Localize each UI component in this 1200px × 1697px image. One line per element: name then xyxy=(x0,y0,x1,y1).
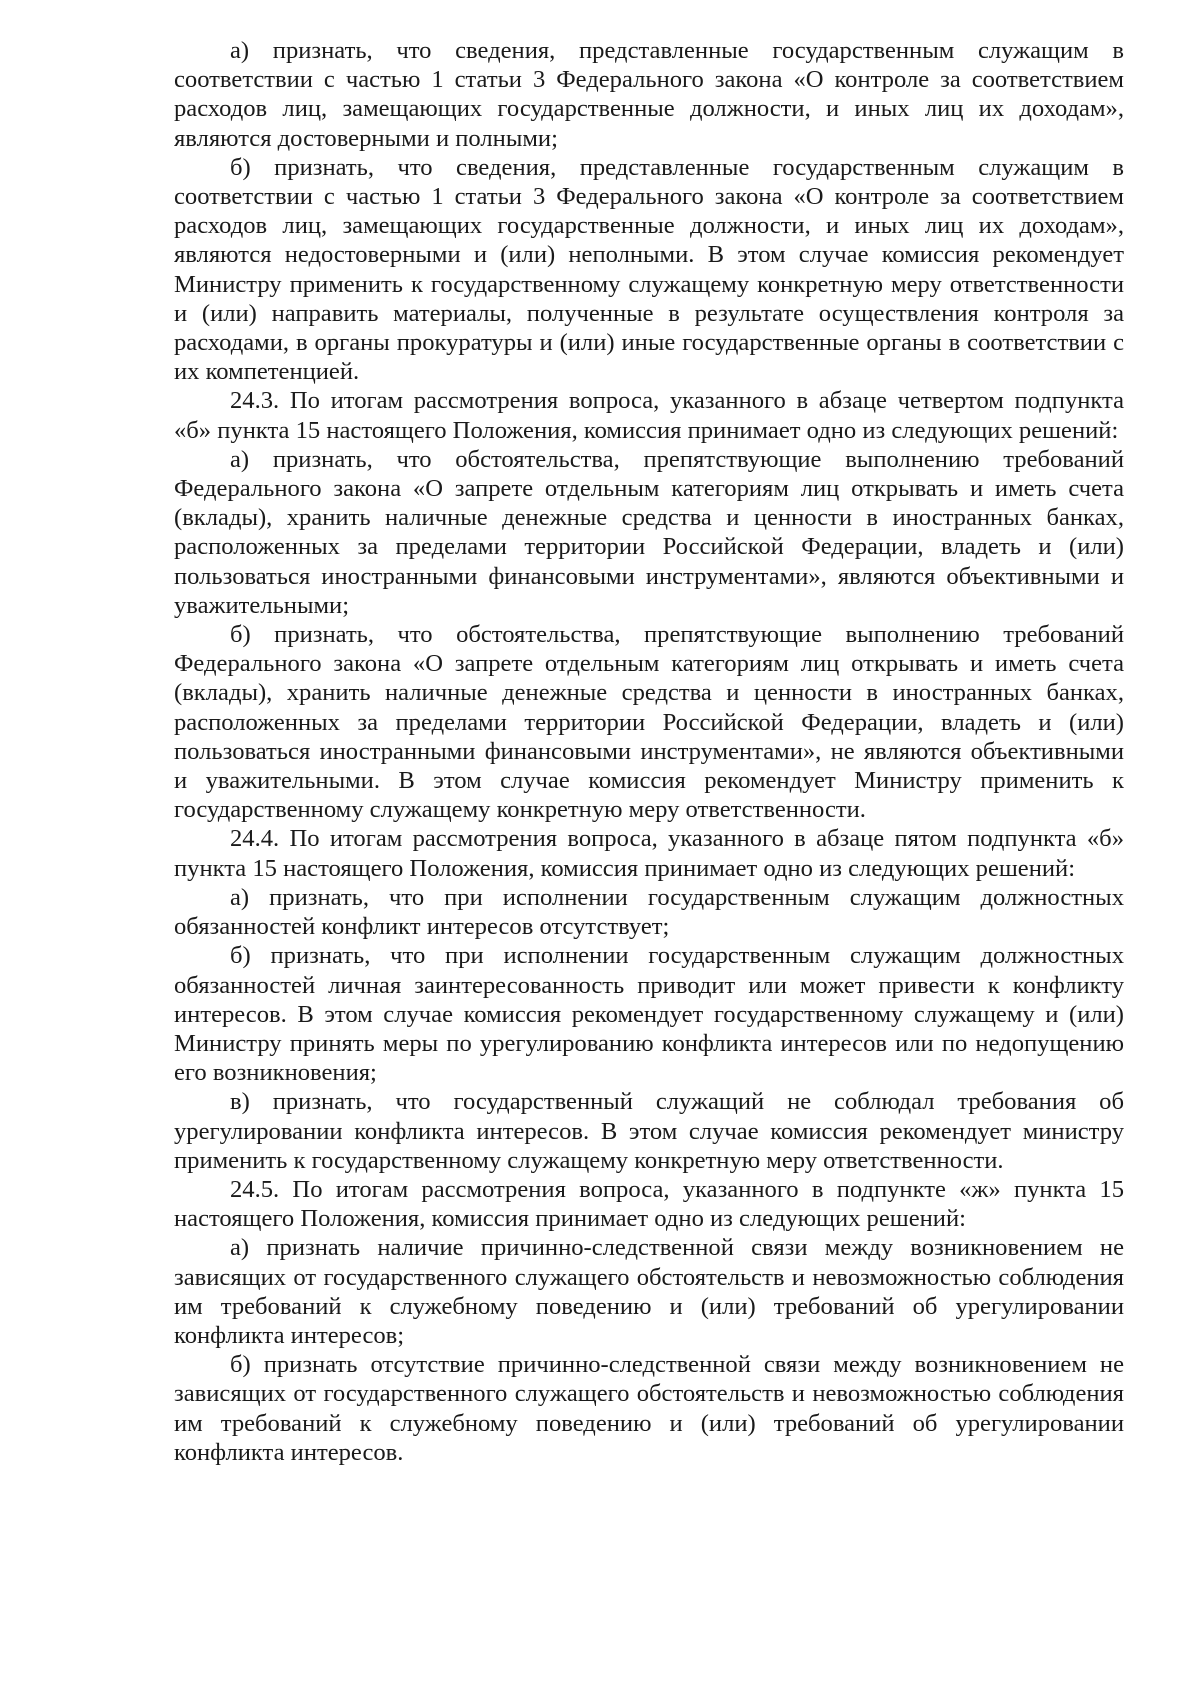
document-page xyxy=(174,36,1124,1467)
paragraph-24-2-b: б) признать, что сведения, представленные государственным служащим в соответствии с частью 1 статьи 3 Федерального закона «О контроле за соответствием расходов лиц, замещающих государственные должности, и иных лиц их доходам», являются недостоверными и (или) неполными. В этом случае комиссия рекомендует Министру применить к государственному служащему конкретную меру ответственности и (или) направить материалы, полученные в результате осуществления контроля за расходами, в органы прокуратуры и (или) иные государственные органы в соответствии с их компетенцией. xyxy=(174,153,1124,386)
paragraph-24-5: 24.5. По итогам рассмотрения вопроса, указанного в подпункте «ж» пункта 15 настоящего Положения, комиссия принимает одно из следующих решений: xyxy=(174,1175,1124,1233)
paragraph-24-5-b: б) признать отсутствие причинно-следственной связи между возникновением не зависящих от государственного служащего обстоятельств и невозможностью соблюдения им требований к служебному поведению и (или) требований об урегулировании конфликта интересов. xyxy=(174,1351,1124,1466)
paragraph-24-4-v: в) признать, что государственный служащий не соблюдал требования об урегулировании конфликта интересов. В этом случае комиссия рекомендует министру применить к государственному служащему конкретную меру ответственности. xyxy=(174,1088,1124,1174)
paragraph-24-4: 24.4. По итогам рассмотрения вопроса, указанного в абзаце пятом подпункта «б» пункта 15 настоящего Положения, комиссия принимает одно из следующих решений: xyxy=(174,825,1124,882)
paragraph-24-3-b: б) признать, что обстоятельства, препятствующие выполнению требований Федерального закона «О запрете отдельным категориям лиц открывать и иметь счета (вклады), хранить наличные денежные средства и ценности в иностранных банках, расположенных за пределами территории Российской Федерации, владеть и (или) пользоваться иностранными финансовыми инструментами», не являются объективными и уважительными. В этом случае комиссия рекомендует Министру применить к государственному служащему конкретную меру ответственности. xyxy=(174,621,1124,824)
paragraph-24-3-a: а) признать, что обстоятельства, препятствующие выполнению требований Федерального закона «О запрете отдельным категориям лиц открывать и иметь счета (вклады), хранить наличные денежные средства и ценности в иностранных банках, расположенных за пределами территории Российской Федерации, владеть и (или) пользоваться иностранными финансовыми инструментами», являются объективными и уважительными; xyxy=(174,445,1124,619)
paragraph-24-4-b: б) признать, что при исполнении государственным служащим должностных обязанностей личная заинтересованность приводит или может привести к конфликту интересов. В этом случае комиссия рекомендует государственному служащему и (или) Министру принять меры по урегулированию конфликта интересов или по недопущению его возникновения; xyxy=(174,942,1124,1087)
paragraph-24-5-a: а) признать наличие причинно-следственной связи между возникновением не зависящих от государственного служащего обстоятельств и невозможностью соблюдения им требований к служебному поведению и (или) требований об урегулировании конфликта интересов; xyxy=(174,1234,1124,1349)
paragraph-24-4-a: а) признать, что при исполнении государственным служащим должностных обязанностей конфликт интересов отсутствует; xyxy=(174,883,1124,941)
paragraph-24-3: 24.3. По итогам рассмотрения вопроса, указанного в абзаце четвертом подпункта «б» пункта 15 настоящего Положения, комиссия принимает одно из следующих решений: xyxy=(174,387,1124,444)
paragraph-24-2-a: а) признать, что сведения, представленные государственным служащим в соответствии с частью 1 статьи 3 Федерального закона «О контроле за соответствием расходов лиц, замещающих государственные должности, и иных лиц их доходам», являются достоверными и полными; xyxy=(174,37,1124,152)
